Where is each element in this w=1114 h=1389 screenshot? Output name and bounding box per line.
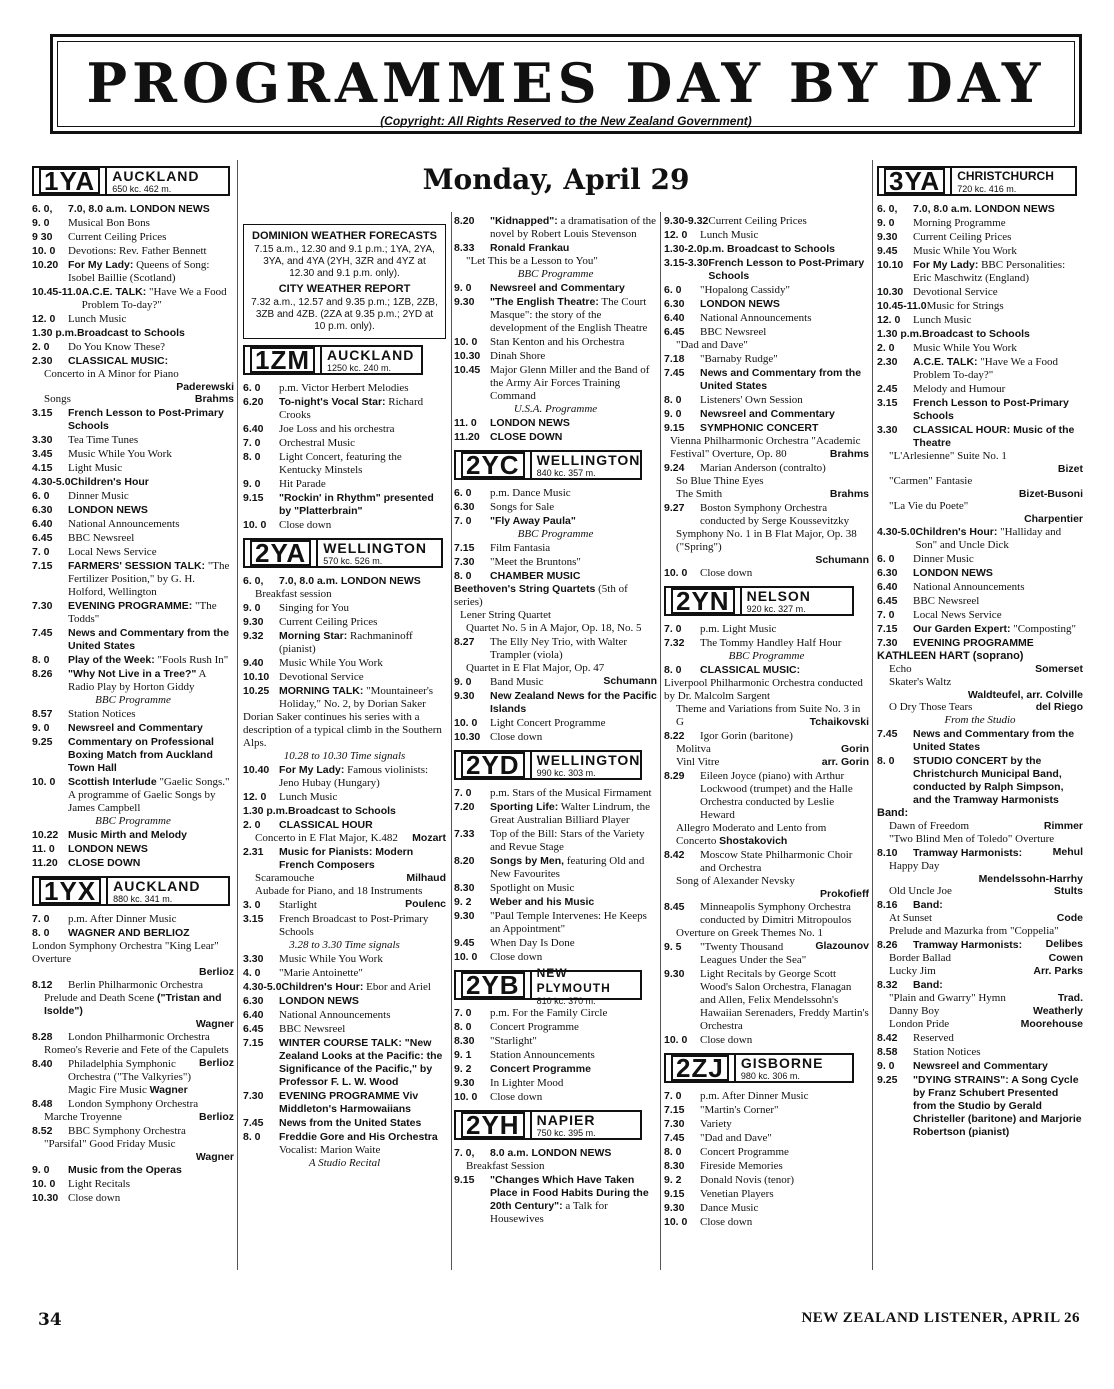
schedule-2yh-cont: 9.30-9.32 Current Ceiling Prices 12. 0 Lunch Music 1.30-2.0 p.m. Broadcast to Schools 3.15-3.30 French Lesson to Post-Primary Schools 6. 0 "Hopalong Cassidy" 6.30 LONDON NEWS 6.40 National Announcements 6.45 BBC Newsreel "Dad and Dave" 7.18 "Barnaby Rudge" 7.45 News and Commentary from the United States 8. 0 Listeners' Own Session 9. 0 Newsreel and Commentary 9.15 SYMPHONIC CONCERT Vienna Philharmonic Orchestra "Academic Festival" Overture, Op. 80 Brahms 9.24 Marian Anderson (contralto) So Blue Thine Eyes The Smith Brahms 9.27 Boston Symphony Orchestra conducted by Serge Koussevitzky Symphony No. 1 in B Flat Major, Op. 38 ("Spring") Schumann 10. 0 Close down: [664, 215, 869, 579]
column-3: [454, 214, 657, 1226]
station-box-1yx: 1YX AUCKLAND 880 kc. 341 m.: [32, 876, 230, 906]
publication-footer: NEW ZEALAND LISTENER, APRIL 26: [801, 1310, 1080, 1326]
station-box-2yn: 2YN NELSON 920 kc. 327 m.: [664, 586, 854, 616]
schedule-2yn: 7. 0 p.m. Light Music 7.32 The Tommy Handley Half Hour BBC Programme 8. 0 CLASSICAL MUSIC: Liverpool Philharmonic Orchestra conducted by Dr. Malcolm Sargent Theme and Variations from Suite No. 3 in G Tchaikovski 8.22 Igor Gorin (baritone) Molitva Gorin Vinl Vitre arr. Gorin 8.29 Eileen Joyce (piano) with Arthur Lockwood (trumpet) and the Halle Orchestra conducted by Leslie Heward Allegro Moderato and Lento from Concerto Shostakovich 8.42 Moscow State Philharmonic Choir and Orchestra Song of Alexander Nevsky Prokofieff 8.45 Minneapolis Symphony Orchestra conducted by Dimitri Mitropoulos Overture on Greek Themes No. 1 Glazounov 9. 5 "Twenty Thousand Leagues Under the Sea" 9.30 Light Recitals by George Scott Wood's Salon Orchestra, Flanagan and Allen, Felix Mendelssohn's Hawaiian Serenaders, Freddy Martin's Orchestra 10. 0 Close down: [664, 623, 869, 1046]
copyright-notice: (Copyright: All Rights Reserved to the New Zealand Government): [380, 114, 752, 128]
schedule-2zj: 7. 0 p.m. After Dinner Music 7.15 "Martin's Corner" 7.30 Variety 7.45 "Dad and Dave" 8. 0 Concert Programme 8.30 Fireside Memories 9. 2 Donald Novis (tenor) 9.15 Venetian Players 9.30 Dance Music 10. 0 Close down: [664, 1090, 809, 1228]
page-header-inner: [57, 41, 1075, 127]
schedule-1zm: 6. 0 p.m. Victor Herbert Melodies 6.20 To-night's Vocal Star: Richard Crooks 6.40 Joe Loss and his orchestra 7. 0 Orchestral Music 8. 0 Light Concert, featuring the Kentucky Minstels 9. 0 Hit Parade 9.15 "Rockin' in Rhythm" presented by "Platterbrain" 10. 0 Close down: [243, 382, 434, 531]
schedule-2yh: 7. 0, 8.0 a.m. LONDON NEWS Breakfast Session 9.15 "Changes Which Have Taken Place in Food Habits During the 20th Century": a Talk for Housewives: [454, 1147, 649, 1225]
page-header: [50, 34, 1082, 134]
weather-box: DOMINION WEATHER FORECASTS 7.15 a.m., 12.30 and 9.1 p.m.; 1YA, 2YA, 3YA, and 4YA (2YH, 3ZR and 4YZ at 12.30 and 9.1 p.m. only). CITY WEATHER REPORT 7.32 a.m., 12.57 and 9.35 p.m.; 1ZB, 2ZB, 3ZB and 4ZB. (2ZA at 9.35 p.m.; 2YD at 10 p.m. only).: [243, 224, 446, 339]
station-box-3ya: 3YA CHRISTCHURCH 720 kc. 416 m.: [877, 166, 1077, 196]
station-box-2yb: 2YB NEW PLYMOUTH 810 kc. 370 m.: [454, 970, 642, 1000]
station-frequency: 650 kc. 462 m.: [112, 184, 172, 194]
station-box-2yd: 2YD WELLINGTON 990 kc. 303 m.: [454, 750, 642, 780]
column-2: [243, 214, 446, 1170]
page-title: PROGRAMMES DAY BY DAY: [86, 51, 1046, 115]
station-box-2zj: 2ZJ GISBORNE 980 kc. 306 m.: [664, 1053, 854, 1083]
station-box-1ya: [32, 166, 230, 196]
schedule-1yx: 7. 0 p.m. After Dinner Music 8. 0 WAGNER AND BERLIOZ London Symphony Orchestra "King Lear" Overture Berlioz 8.12 Berlin Philharmonic Orchestra Prelude and Death Scene ("Tristan and Isolde") Wagner 8.28 London Philharmonic Orchestra Romeo's Reverie and Fete of the Capulets Berlioz 8.40 Philadelphia Symphonic Orchestra ("The Valkyries") Magic Fire Music Wagner 8.48 London Symphony Orchestra Marche Troyenne Berlioz 8.52 BBC Symphony Orchestra "Parsifal" Good Friday Music Wagner 9. 0 Music from the Operas 10. 0 Light Recitals 10.30 Close down: [32, 913, 234, 1204]
programme-date: Monday, April 29: [422, 163, 690, 196]
station-box-2ya: 2YA WELLINGTON 570 kc. 526 m.: [243, 538, 443, 568]
column-rule: [660, 212, 661, 1270]
schedule-3ya: 6. 0, 7.0, 8.0 a.m. LONDON NEWS 9. 0 Morning Programme 9.30 Current Ceiling Prices 9.45 Music While You Work 10.10 For My Lady: BBC Personalities: Eric Maschwitz (England) 10.30 Devotional Service 10.45-11.0 Music for Strings 12. 0 Lunch Music 1.30 p.m. Broadcast to Schools 2. 0 Music While You Work 2.30 A.C.E. TALK: "Have We a Food Problem To-day?" 2.45 Melody and Humour 3.15 French Lesson to Post-Primary Schools 3.30 CLASSICAL HOUR: Music of the Theatre "L'Arlesienne" Suite No. 1 Bizet "Carmen" Fantasie Bizet-Busoni "La Vie du Poete" Charpentier 4.30-5.0 Children's Hour: "Halliday and Son" and Uncle Dick 6. 0 Dinner Music 6.30 LONDON NEWS 6.40 National Announcements 6.45 BBC Newsreel 7. 0 Local News Service 7.15 Our Garden Expert: "Composting" 7.30 EVENING PROGRAMME KATHLEEN HART (soprano) Echo Somerset Skater's Waltz Waldteufel, arr. Colville O Dry Those Tears del Riego From the Studio 7.45 News and Commentary from the United States 8. 0 STUDIO CONCERT by the Christchurch Municipal Band, conducted by Ralph Simpson, and the Tramway Harmonists Band: Dawn of Freedom Rimmer "Two Blind Men of Toledo" Overture Mehul 8.10 Tramway Harmonists: Happy Day Mendelssohn-Harrhy Old Uncle Joe Stults 8.16 Band: At Sunset Code Prelude and Mazurka from "Coppelia" Delibes 8.26 Tramway Harmonists: Border Ballad Cowen Lucky Jim Arr. Parks 8.32 Band: "Plain and Gwarry" Hymn Trad. Danny Boy Weatherly London Pride Moorehouse 8.42 Reserved 8.58 Station Notices 9. 0 Newsreel and Commentary 9.25 "DYING STRAINS": A Song Cycle by Franz Schubert Presented from the Studio by Gerald Christeller (baritone) and Marjorie Robertson (pianist): [877, 203, 1083, 1138]
schedule-2yc: 6. 0 p.m. Dance Music 6.30 Songs for Sale 7. 0 "Fly Away Paula" BBC Programme 7.15 Film Fantasia 7.30 "Meet the Bruntons" 8. 0 CHAMBER MUSIC Beethoven's String Quartets (5th of series) Lener String Quartet Quartet No. 5 in A Major, Op. 18, No. 5 8.27 The Elly Ney Trio, with Walter Trampler (viola) Quartet in E Flat Major, Op. 47 Schumann 9. 0 Band Music 9.30 New Zealand News for the Pacific Islands 10. 0 Light Concert Programme 10.30 Close down: [454, 487, 657, 743]
station-box-1zm: 1ZM AUCKLAND 1250 kc. 240 m.: [243, 345, 423, 375]
schedule-2yb: 7. 0 p.m. For the Family Circle 8. 0 Concert Programme 8.30 "Starlight" 9. 1 Station Announcements 9. 2 Concert Programme 9.30 In Lighter Mood 10. 0 Close down: [454, 1007, 608, 1103]
schedule-1ya: 6. 0, 7.0, 8.0 a.m. LONDON NEWS 9. 0 Musical Bon Bons 9 30 Current Ceiling Prices 10. 0 Devotions: Rev. Father Bennett 10.20 For My Lady: Queens of Song: Isobel Baillie (Scotland) 10.45-11.0 A.C.E. TALK: "Have We a Food Problem To-day?" 12. 0 Lunch Music 1.30 p.m. Broadcast to Schools 2. 0 Do You Know These? 2.30 CLASSICAL MUSIC: Concerto in A Minor for Piano Paderewski Songs Brahms 3.15 French Lesson to Post-Primary Schools 3.30 Tea Time Tunes 3.45 Music While You Work 4.15 Light Music 4.30-5.0 Children's Hour 6. 0 Dinner Music 6.30 LONDON NEWS 6.40 National Announcements 6.45 BBC Newsreel 7. 0 Local News Service 7.15 FARMERS' SESSION TALK: "The Fertilizer Position," by G. H. Holford, Wellington 7.30 EVENING PROGRAMME: "The Todds" 7.45 News and Commentary from the United States 8. 0 Play of the Week: "Fools Rush In" 8.26 "Why Not Live in a Tree?" A Radio Play by Horton Giddy BBC Programme 8.57 Station Notices 9. 0 Newsreel and Commentary 9.25 Commentary on Professional Boxing Match from Auckland Town Hall 10. 0 Scottish Interlude "Gaelic Songs." A programme of Gaelic Songs by James Campbell BBC Programme 10.22 Music Mirth and Melody 11. 0 LONDON NEWS 11.20 CLOSE DOWN: [32, 203, 234, 869]
column-4: [664, 214, 869, 1229]
station-box-2yh: 2YH NAPIER 750 kc. 395 m.: [454, 1110, 642, 1140]
column-rule: [872, 160, 873, 1270]
column-1: [32, 160, 234, 1205]
column-rule: [237, 160, 238, 1270]
schedule-2yd: 7. 0 p.m. Stars of the Musical Firmament 7.20 Sporting Life: Walter Lindrum, the Great Australian Billiard Player 7.33 Top of the Bill: Stars of the Variety and Revue Stage 8.20 Songs by Men, featuring Old and New Favourites 8.30 Spotlight on Music 9. 2 Weber and his Music 9.30 "Paul Temple Intervenes: He Keeps an Appointment" 9.45 When Day Is Done 10. 0 Close down: [454, 787, 652, 963]
station-call-sign: 1YA: [34, 168, 107, 194]
station-box-2yc: 2YC WELLINGTON 840 kc. 357 m.: [454, 450, 642, 480]
schedule-2ya: 6. 0, 7.0, 8.0 a.m. LONDON NEWS Breakfast session 9. 0 Singing for You 9.30 Current Ceiling Prices 9.32 Morning Star: Rachmaninoff (pianist) 9.40 Music While You Work 10.10 Devotional Service 10.25 MORNING TALK: "Mountaineer's Holiday," No. 2, by Dorian Saker Dorian Saker continues his series with a description of a typical climb in the Southern Alps. 10.28 to 10.30 Time signals 10.40 For My Lady: Famous violinists: Jeno Hubay (Hungary) 12. 0 Lunch Music 1.30 p.m. Broadcast to Schools 2. 0 CLASSICAL HOUR Concerto in E Flat Major, K.482 Mozart 2.31 Music for Pianists: Modern French Composers Scaramouche Milhaud Aubade for Piano, and 18 Instruments Poulenc 3. 0 Starlight 3.15 French Broadcast to Post-Primary Schools 3.28 to 3.30 Time signals 3.30 Music While You Work 4. 0 "Marie Antoinette" 4.30-5.0 Children's Hour: Ebor and Ariel 6.30 LONDON NEWS 6.40 National Announcements 6.45 BBC Newsreel 7.15 WINTER COURSE TALK: "New Zealand Looks at the Pacific: the Significance of the Pacific," by Professor F. L. W. Wood 7.30 EVENING PROGRAMME Viv Middleton's Harmowaiians 7.45 News from the United States 8. 0 Freddie Gore and His Orchestra Vocalist: Marion Waite A Studio Recital: [243, 575, 446, 1169]
column-rule: [451, 212, 452, 1270]
station-name: AUCKLAND: [112, 168, 200, 184]
page-number: 34: [38, 1310, 62, 1330]
schedule-2ya-cont: 8.20 "Kidnapped": a dramatisation of the novel by Robert Louis Stevenson 8.33 Ronald Frankau "Let This be a Lesson to You" BBC Programme 9. 0 Newsreel and Commentary 9.30 "The English Theatre: The Court Masque": the story of the development of the English Theatre 10. 0 Stan Kenton and his Orchestra 10.30 Dinah Shore 10.45 Major Glenn Miller and the Band of the Army Air Forces Training Command U.S.A. Programme 11. 0 LONDON NEWS 11.20 CLOSE DOWN: [454, 215, 657, 443]
column-5: [877, 160, 1083, 1139]
